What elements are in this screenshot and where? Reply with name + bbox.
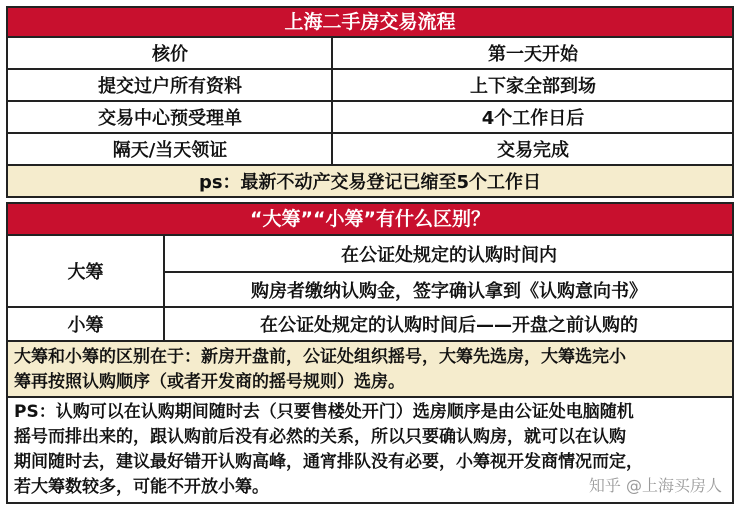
ps-line: 期间随时去，建议最好错开认购高峰，通宵排队没有必要，小筹视开发商情况而定， bbox=[14, 452, 643, 472]
table-row bbox=[8, 102, 732, 134]
da-item: 购房者缴纳认购金，签字确认拿到《认购意向书》 bbox=[251, 280, 647, 302]
da-label: 大筹 bbox=[67, 262, 104, 283]
step-detail: 4个工作日后 bbox=[481, 108, 585, 129]
step-detail: 交易完成 bbox=[497, 140, 569, 161]
process-title: 上海二手房交易流程 bbox=[8, 8, 732, 38]
step-label: 隔天/当天领证 bbox=[112, 140, 228, 161]
process-table bbox=[6, 6, 734, 198]
step-detail: 上下家全部到场 bbox=[470, 76, 596, 97]
step-label: 核价 bbox=[152, 44, 188, 65]
process-note: ps：最新不动产交易登记已缩至5个工作日 bbox=[8, 166, 732, 196]
xiao-item: 在公证处规定的认购时间后——开盘之前认购的 bbox=[260, 315, 638, 336]
step-detail: 第一天开始 bbox=[488, 44, 578, 65]
table-row bbox=[8, 134, 732, 166]
da-block bbox=[8, 236, 732, 308]
table-row bbox=[8, 70, 732, 102]
ps-line: 摇号而排出来的，跟认购前后没有必然的关系，所以只要确认购房，就可以在认购 bbox=[14, 427, 626, 447]
xiao-label: 小筹 bbox=[67, 315, 104, 336]
ps-line: PS：认购可以在认购期间随时去（只要售楼处开门）选房顺序是由公证处电脑随机 bbox=[14, 402, 634, 422]
difference-line: 筹再按照认购顺序（或者开发商的摇号规则）选房。 bbox=[14, 372, 405, 392]
watermark: 知乎 @上海买房人 bbox=[588, 476, 722, 495]
ps-line: 若大筹数较多，可能不开放小筹。 bbox=[14, 477, 269, 497]
difference-block bbox=[8, 342, 732, 398]
xiao-block bbox=[8, 308, 732, 342]
step-label: 提交过户所有资料 bbox=[98, 76, 242, 97]
table-row bbox=[8, 38, 732, 70]
compare-title: “大筹”“小筹”有什么区别？ bbox=[8, 204, 732, 236]
da-item: 在公证处规定的认购时间内 bbox=[341, 244, 557, 266]
difference-line: 大筹和小筹的区别在于：新房开盘前，公证处组织摇号，大筹先选房，大筹选完小 bbox=[14, 347, 626, 367]
step-label: 交易中心预受理单 bbox=[98, 108, 242, 129]
compare-table bbox=[6, 202, 734, 504]
